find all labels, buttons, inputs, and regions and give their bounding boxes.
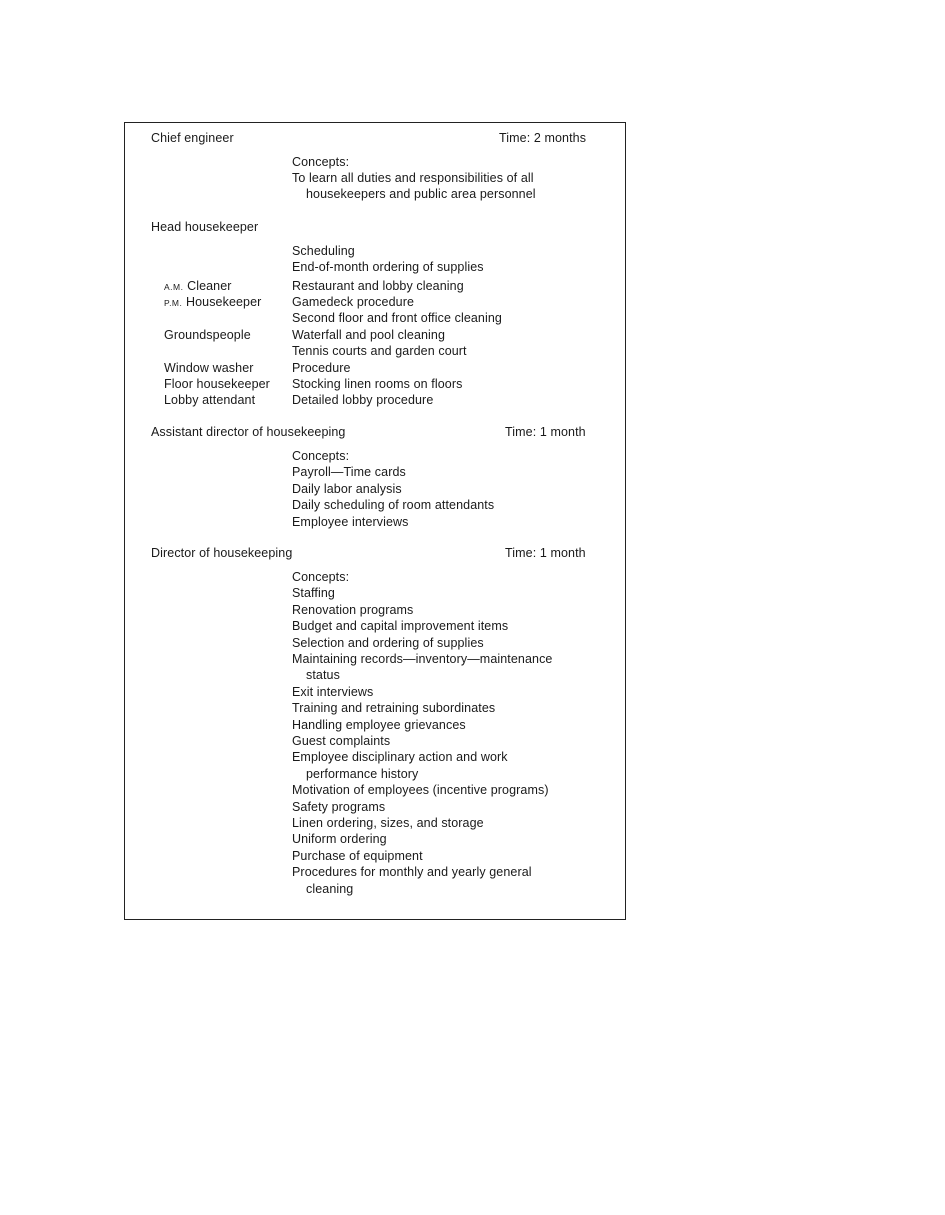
concept-item-continued: cleaning (306, 882, 354, 896)
concept-item: Daily scheduling of room attendants (292, 498, 495, 512)
concept-item: Staffing (292, 586, 335, 600)
section-title-chief-engineer: Chief engineer (151, 131, 234, 145)
concept-item: Linen ordering, sizes, and storage (292, 816, 484, 830)
section-title-head-housekeeper: Head housekeeper (151, 220, 259, 234)
section-time-chief-engineer: Time: 2 months (499, 131, 587, 145)
concept-item: Daily labor analysis (292, 482, 402, 496)
role-task: Stocking linen rooms on floors (292, 377, 463, 391)
concept-item: To learn all duties and responsibilities of all (292, 171, 534, 185)
concepts-label: Concepts: (292, 449, 350, 463)
role-task: Gamedeck procedure (292, 295, 415, 309)
concept-item: Maintaining records—inventory—maintenance (292, 652, 553, 666)
role-prefix: A.M. (164, 282, 184, 292)
role-task: Tennis courts and garden court (292, 344, 467, 358)
role-label-groundspeople: Groundspeople (164, 328, 251, 342)
role-prefix: P.M. (164, 298, 183, 308)
role-label-pm-housekeeper (164, 294, 261, 311)
concept-item: Training and retraining subordinates (292, 701, 496, 715)
concept-item-continued: performance history (306, 767, 419, 781)
role-label-am-cleaner (164, 278, 232, 295)
concepts-label: Concepts: (292, 155, 350, 169)
concept-item: Uniform ordering (292, 832, 387, 846)
concept-item: End-of-month ordering of supplies (292, 260, 484, 274)
section-title-assistant-director: Assistant director of housekeeping (151, 425, 346, 439)
role-name: Housekeeper (185, 295, 262, 309)
concept-item: Budget and capital improvement items (292, 619, 509, 633)
role-label-floor-housekeeper: Floor housekeeper (164, 377, 270, 391)
concept-item: Guest complaints (292, 734, 391, 748)
role-label-lobby-attendant: Lobby attendant (164, 393, 256, 407)
concept-item: Selection and ordering of supplies (292, 636, 484, 650)
role-task: Restaurant and lobby cleaning (292, 279, 464, 293)
section-time-director: Time: 1 month (505, 546, 586, 560)
section-title-director: Director of housekeeping (151, 546, 293, 560)
concept-item: Motivation of employees (incentive programs) (292, 783, 549, 797)
concept-item: Payroll—Time cards (292, 465, 406, 479)
concept-item: Exit interviews (292, 685, 374, 699)
role-label-window-washer: Window washer (164, 361, 254, 375)
role-task: Waterfall and pool cleaning (292, 328, 446, 342)
concept-item: Employee disciplinary action and work (292, 750, 508, 764)
concept-item: Handling employee grievances (292, 718, 466, 732)
concept-item: Purchase of equipment (292, 849, 423, 863)
concept-item-continued: status (306, 668, 340, 682)
section-time-assistant-director: Time: 1 month (505, 425, 586, 439)
role-task: Second floor and front office cleaning (292, 311, 502, 325)
concept-item: Procedures for monthly and yearly general (292, 865, 532, 879)
role-task: Detailed lobby procedure (292, 393, 434, 407)
role-task: Procedure (292, 361, 351, 375)
concept-item: Renovation programs (292, 603, 414, 617)
concept-item-continued: housekeepers and public area personnel (306, 187, 536, 201)
concept-item: Safety programs (292, 800, 386, 814)
concept-item: Employee interviews (292, 515, 409, 529)
concept-item: Scheduling (292, 244, 355, 258)
concepts-label: Concepts: (292, 570, 350, 584)
role-name: Cleaner (187, 279, 232, 293)
